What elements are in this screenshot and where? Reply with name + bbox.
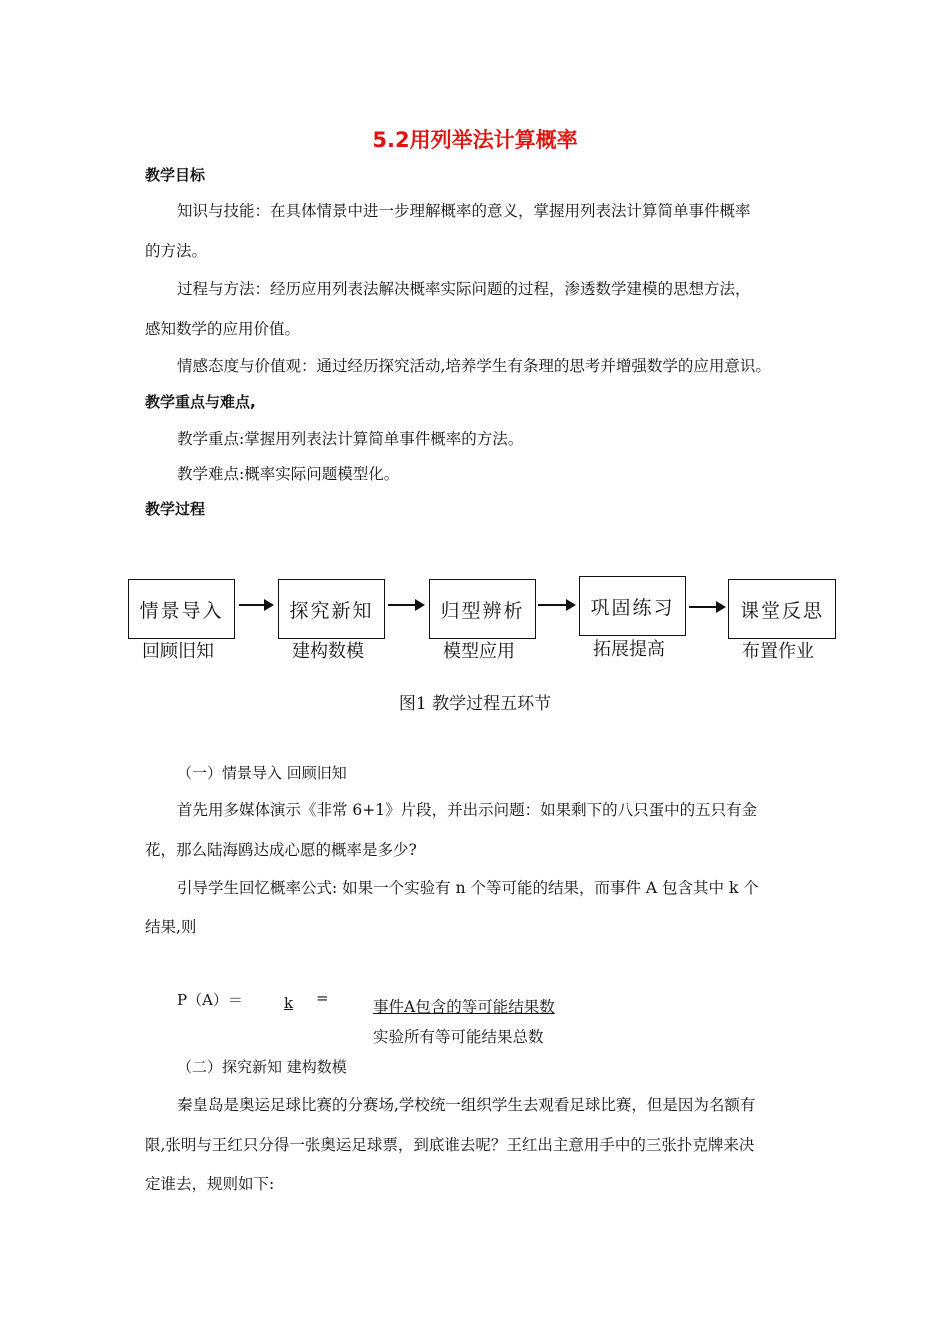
difficulty-line: 教学难点:概率实际问题模型化。	[177, 465, 400, 483]
step-subtitle: 建构数模	[292, 641, 364, 662]
section1-p2-line-2: 结果,则	[145, 918, 197, 936]
section2-p1-line-3: 定谁去，规则如下:	[145, 1175, 275, 1193]
arrow-icon	[388, 604, 423, 606]
step-subtitle: 布置作业	[742, 641, 814, 662]
formula-denominator-clip	[373, 1025, 603, 1046]
section1-heading: （一）情景导入 回顾旧知	[177, 764, 347, 782]
step-box: 巩固练习	[579, 576, 686, 636]
step-box: 情景导入	[128, 579, 235, 639]
formula-equals: =	[316, 989, 329, 1007]
step-subtitle: 模型应用	[443, 641, 515, 662]
section1-p2-line-1: 引导学生回忆概率公式: 如果一个实验有 n 个等可能的结果，而事件 A 包含其中 k 个	[177, 879, 759, 897]
formula-denominator: 实验所有等可能结果总数	[373, 1028, 544, 1046]
figure-caption: 图1 教学过程五环节	[398, 694, 552, 714]
step-box: 归型辨析	[429, 579, 536, 639]
process-line-2: 感知数学的应用价值。	[145, 320, 301, 338]
formula-k: k	[284, 994, 294, 1012]
arrow-icon	[538, 604, 574, 606]
key-points-heading: 教学重点与难点,	[145, 393, 256, 411]
process-heading: 教学过程	[145, 500, 206, 518]
arrow-icon	[689, 606, 724, 608]
page-title: 5.2用列举法计算概率	[372, 128, 578, 152]
objectives-heading: 教学目标	[145, 166, 206, 184]
arrow-icon	[239, 604, 272, 606]
step-box: 探究新知	[278, 579, 385, 639]
section2-p1-line-1: 秦皇岛是奥运足球比赛的分赛场,学校统一组织学生去观看足球比赛，但是因为名额有	[177, 1096, 756, 1114]
knowledge-line-1: 知识与技能：在具体情景中进一步理解概率的意义，掌握用列表法计算简单事件概率	[177, 202, 751, 220]
section2-p1-line-2: 限,张明与王红只分得一张奥运足球票，到底谁去呢？王红出主意用手中的三张扑克牌来决	[145, 1136, 755, 1154]
formula-lhs: P（A）＝	[177, 991, 243, 1009]
section1-p1-line-2: 花，那么陆海鸥达成心愿的概率是多少?	[145, 841, 417, 859]
attitude-line: 情感态度与价值观：通过经历探究活动,培养学生有条理的思考并增强数学的应用意识。	[177, 357, 771, 375]
step-box: 课堂反思	[728, 579, 836, 639]
formula-numerator: 事件A包含的等可能结果数	[373, 998, 555, 1016]
process-line-1: 过程与方法：经历应用列表法解决概率实际问题的过程，渗透数学建模的思想方法，	[177, 280, 751, 298]
section1-p1-line-1: 首先用多媒体演示《非常 6+1》片段，并出示问题：如果剩下的八只蛋中的五只有金	[177, 801, 758, 819]
knowledge-line-2: 的方法。	[145, 242, 208, 260]
step-subtitle: 拓展提高	[593, 639, 665, 660]
step-subtitle: 回顾旧知	[142, 641, 214, 662]
section2-heading: （二）探究新知 建构数模	[177, 1058, 347, 1076]
focus-line: 教学重点:掌握用列表法计算简单事件概率的方法。	[177, 430, 524, 448]
